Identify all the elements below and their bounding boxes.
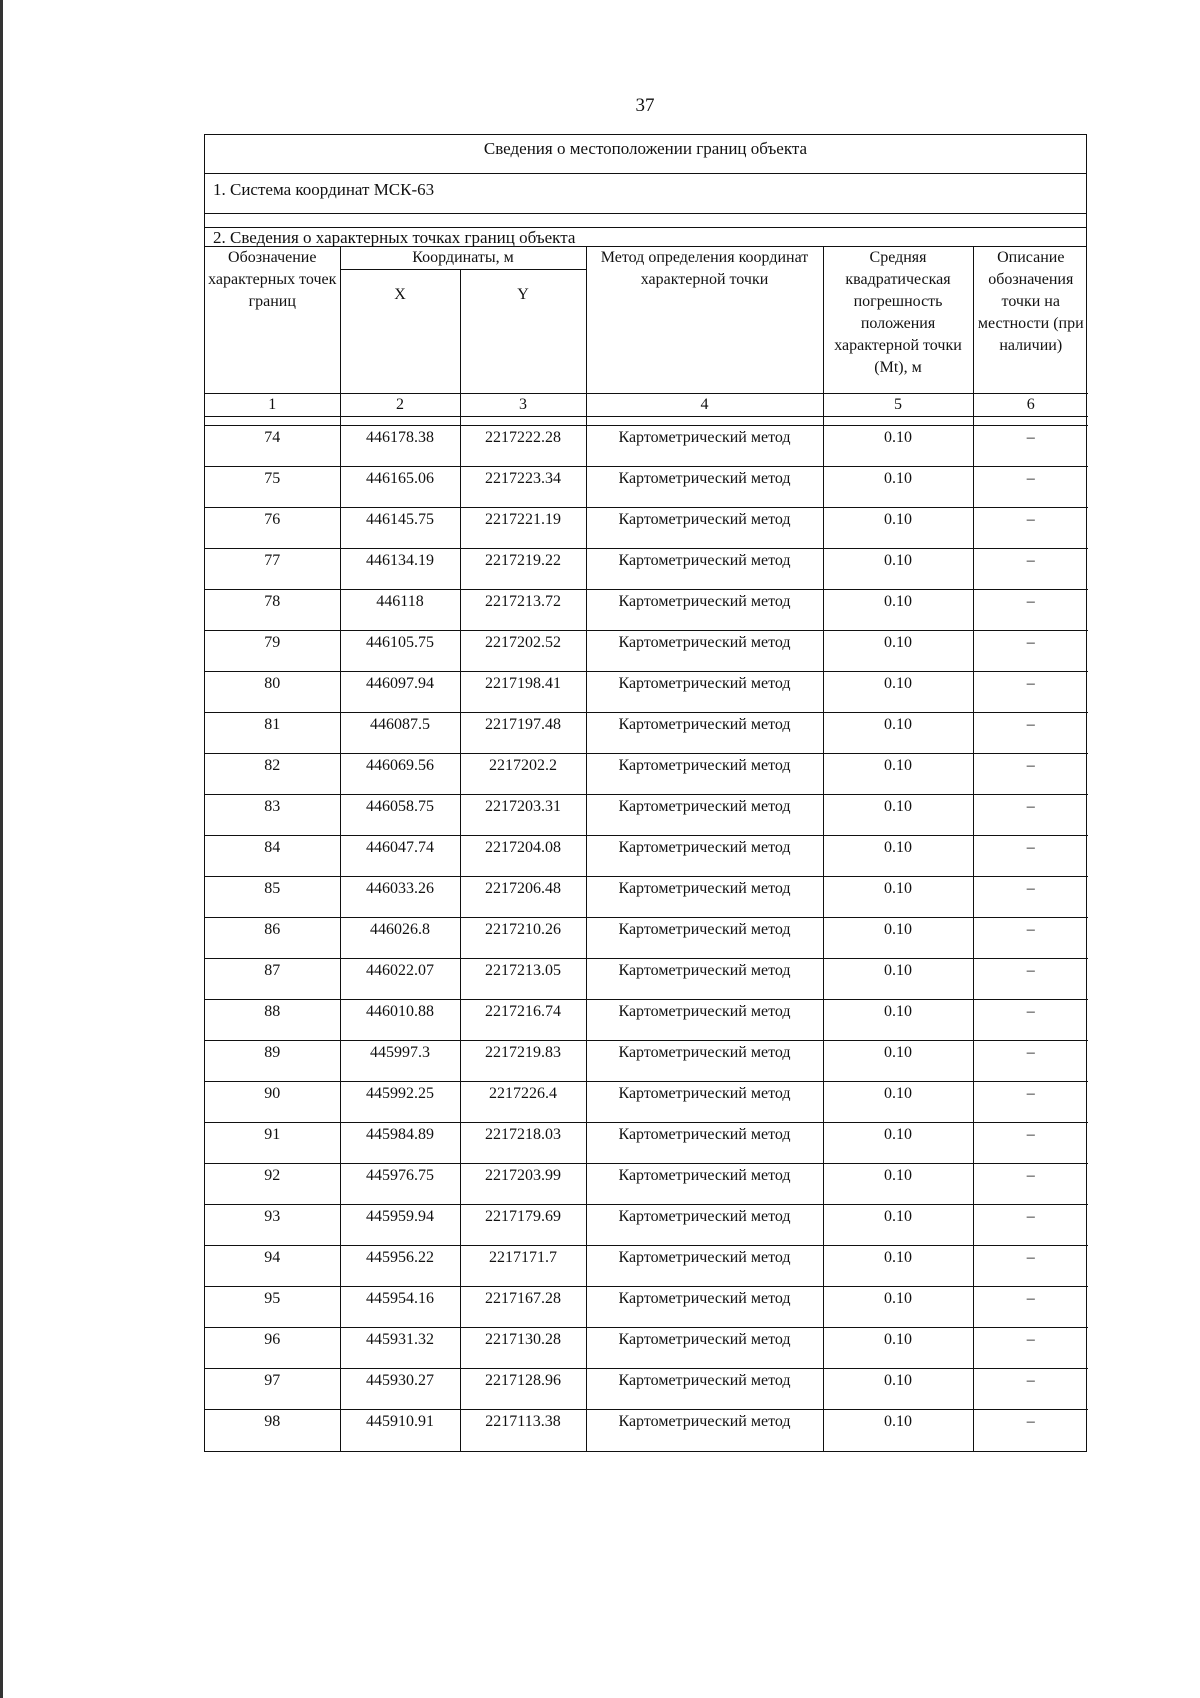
cell-method: Картометрический метод [586,1410,823,1451]
table-row [205,918,1088,959]
cell-point: 86 [205,918,340,959]
col-x: X [340,270,460,394]
table-row [205,795,1088,836]
cell-x: 445959.94 [340,1205,460,1246]
cell-method: Картометрический метод [586,836,823,877]
col-y: Y [460,270,586,394]
cell-point: 90 [205,1082,340,1123]
cell-description: – [973,1410,1088,1451]
cell-y: 2217226.4 [460,1082,586,1123]
cell-method: Картометрический метод [586,549,823,590]
document-title: Сведения о местоположении границ объекта [205,135,1086,174]
table-row [205,1164,1088,1205]
cell-point: 94 [205,1246,340,1287]
cell-description: – [973,1246,1088,1287]
cell-method: Картометрический метод [586,631,823,672]
cell-x: 446047.74 [340,836,460,877]
cell-x: 446165.06 [340,467,460,508]
cell-y: 2217223.34 [460,467,586,508]
cell-point: 79 [205,631,340,672]
cell-method: Картометрический метод [586,918,823,959]
cell-point: 85 [205,877,340,918]
col-designation: Обозначение характерных точек границ [205,247,340,394]
cell-method: Картометрический метод [586,1328,823,1369]
cell-x: 445930.27 [340,1369,460,1410]
cell-description: – [973,467,1088,508]
column-number: 4 [586,394,823,417]
cell-y: 2217213.72 [460,590,586,631]
cell-method: Картометрический метод [586,1369,823,1410]
spacer [205,214,1086,228]
cell-description: – [973,1041,1088,1082]
cell-description: – [973,1287,1088,1328]
cell-y: 2217216.74 [460,1000,586,1041]
col-description: Описание обозначения точки на местности (при наличии) [973,247,1088,394]
table-row [205,549,1088,590]
cell-x: 445910.91 [340,1410,460,1451]
cell-description: – [973,959,1088,1000]
cell-y: 2217198.41 [460,672,586,713]
cell-point: 93 [205,1205,340,1246]
cell-point: 95 [205,1287,340,1328]
column-numbers-row [205,394,1088,417]
cell-x: 446105.75 [340,631,460,672]
scan-edge [0,0,3,1698]
cell-method: Картометрический метод [586,1123,823,1164]
table-row [205,1287,1088,1328]
cell-error: 0.10 [823,1164,973,1205]
cell-description: – [973,1205,1088,1246]
column-number: 5 [823,394,973,417]
cell-y: 2217206.48 [460,877,586,918]
cell-y: 2217202.2 [460,754,586,795]
cell-error: 0.10 [823,1246,973,1287]
cell-point: 80 [205,672,340,713]
cell-y: 2217222.28 [460,426,586,467]
cell-x: 445931.32 [340,1328,460,1369]
cell-x: 446058.75 [340,795,460,836]
cell-point: 75 [205,467,340,508]
cell-y: 2217204.08 [460,836,586,877]
cell-error: 0.10 [823,549,973,590]
boundary-document [204,134,1087,1452]
cell-point: 82 [205,754,340,795]
cell-error: 0.10 [823,959,973,1000]
cell-y: 2217213.05 [460,959,586,1000]
table-row [205,877,1088,918]
cell-y: 2217128.96 [460,1369,586,1410]
cell-y: 2217202.52 [460,631,586,672]
cell-point: 77 [205,549,340,590]
cell-x: 445984.89 [340,1123,460,1164]
cell-error: 0.10 [823,631,973,672]
cell-error: 0.10 [823,590,973,631]
cell-method: Картометрический метод [586,590,823,631]
cell-x: 445954.16 [340,1287,460,1328]
cell-description: – [973,1000,1088,1041]
cell-description: – [973,549,1088,590]
cell-point: 97 [205,1369,340,1410]
table-row [205,1041,1088,1082]
cell-description: – [973,631,1088,672]
cell-description: – [973,1328,1088,1369]
cell-method: Картометрический метод [586,959,823,1000]
cell-error: 0.10 [823,1410,973,1451]
cell-y: 2217113.38 [460,1410,586,1451]
cell-point: 96 [205,1328,340,1369]
cell-point: 91 [205,1123,340,1164]
cell-y: 2217219.22 [460,549,586,590]
cell-description: – [973,426,1088,467]
cell-x: 446069.56 [340,754,460,795]
table-row [205,754,1088,795]
cell-x: 446118 [340,590,460,631]
cell-method: Картометрический метод [586,1041,823,1082]
cell-y: 2217167.28 [460,1287,586,1328]
cell-method: Картометрический метод [586,1082,823,1123]
table-row [205,1123,1088,1164]
cell-x: 446134.19 [340,549,460,590]
cell-error: 0.10 [823,1000,973,1041]
cell-method: Картометрический метод [586,754,823,795]
cell-error: 0.10 [823,1328,973,1369]
cell-x: 446033.26 [340,877,460,918]
cell-error: 0.10 [823,426,973,467]
points-table [205,247,1088,1451]
cell-description: – [973,590,1088,631]
separator-row [205,417,1088,426]
cell-y: 2217203.99 [460,1164,586,1205]
cell-x: 445997.3 [340,1041,460,1082]
table-row [205,508,1088,549]
column-number: 6 [973,394,1088,417]
cell-x: 446022.07 [340,959,460,1000]
cell-x: 446145.75 [340,508,460,549]
cell-method: Картометрический метод [586,672,823,713]
cell-point: 92 [205,1164,340,1205]
cell-description: – [973,877,1088,918]
column-number: 2 [340,394,460,417]
cell-method: Картометрический метод [586,713,823,754]
cell-error: 0.10 [823,713,973,754]
cell-error: 0.10 [823,918,973,959]
cell-x: 446097.94 [340,672,460,713]
cell-x: 446026.8 [340,918,460,959]
cell-error: 0.10 [823,1123,973,1164]
cell-point: 84 [205,836,340,877]
table-row [205,590,1088,631]
cell-point: 81 [205,713,340,754]
cell-y: 2217210.26 [460,918,586,959]
cell-method: Картометрический метод [586,1164,823,1205]
table-row [205,1205,1088,1246]
cell-error: 0.10 [823,1082,973,1123]
column-number: 1 [205,394,340,417]
cell-description: – [973,836,1088,877]
col-error: Средняя квадратическая погрешность положения характерной точки (Mt), м [823,247,973,394]
cell-error: 0.10 [823,1041,973,1082]
cell-point: 78 [205,590,340,631]
cell-y: 2217179.69 [460,1205,586,1246]
cell-y: 2217203.31 [460,795,586,836]
cell-x: 445956.22 [340,1246,460,1287]
cell-description: – [973,754,1088,795]
cell-description: – [973,1123,1088,1164]
cell-x: 446010.88 [340,1000,460,1041]
cell-error: 0.10 [823,1287,973,1328]
table-row [205,1328,1088,1369]
cell-error: 0.10 [823,1369,973,1410]
table-row [205,959,1088,1000]
section-title: 2. Сведения о характерных точках границ объекта [205,228,1086,247]
cell-method: Картометрический метод [586,1246,823,1287]
cell-y: 2217219.83 [460,1041,586,1082]
cell-point: 98 [205,1410,340,1451]
cell-y: 2217130.28 [460,1328,586,1369]
cell-method: Картометрический метод [586,877,823,918]
col-method: Метод определения координат характерной точки [586,247,823,394]
cell-error: 0.10 [823,1205,973,1246]
cell-point: 87 [205,959,340,1000]
table-row [205,1246,1088,1287]
table-row [205,713,1088,754]
cell-error: 0.10 [823,508,973,549]
cell-y: 2217218.03 [460,1123,586,1164]
cell-method: Картометрический метод [586,795,823,836]
cell-error: 0.10 [823,754,973,795]
column-number: 3 [460,394,586,417]
cell-error: 0.10 [823,877,973,918]
table-row [205,467,1088,508]
cell-point: 89 [205,1041,340,1082]
cell-error: 0.10 [823,795,973,836]
cell-method: Картометрический метод [586,1287,823,1328]
cell-description: – [973,508,1088,549]
table-row [205,836,1088,877]
cell-description: – [973,713,1088,754]
cell-y: 2217171.7 [460,1246,586,1287]
cell-method: Картометрический метод [586,1000,823,1041]
cell-description: – [973,795,1088,836]
table-row [205,672,1088,713]
table-row [205,1000,1088,1041]
cell-method: Картометрический метод [586,426,823,467]
cell-y: 2217197.48 [460,713,586,754]
col-coordinates: Координаты, м [340,247,586,270]
cell-x: 445976.75 [340,1164,460,1205]
table-row [205,1369,1088,1410]
cell-method: Картометрический метод [586,1205,823,1246]
table-row [205,1082,1088,1123]
cell-error: 0.10 [823,672,973,713]
cell-x: 446178.38 [340,426,460,467]
cell-x: 446087.5 [340,713,460,754]
cell-error: 0.10 [823,836,973,877]
cell-point: 83 [205,795,340,836]
cell-description: – [973,672,1088,713]
cell-description: – [973,1369,1088,1410]
cell-method: Картометрический метод [586,508,823,549]
cell-description: – [973,1082,1088,1123]
table-row [205,631,1088,672]
table-row [205,426,1088,467]
cell-error: 0.10 [823,467,973,508]
cell-x: 445992.25 [340,1082,460,1123]
cell-method: Картометрический метод [586,467,823,508]
cell-point: 76 [205,508,340,549]
cell-description: – [973,1164,1088,1205]
cell-y: 2217221.19 [460,508,586,549]
cell-point: 88 [205,1000,340,1041]
page-number: 37 [635,95,655,116]
coordinate-system: 1. Система координат МСК-63 [205,174,1086,214]
table-row [205,1410,1088,1451]
cell-description: – [973,918,1088,959]
cell-point: 74 [205,426,340,467]
